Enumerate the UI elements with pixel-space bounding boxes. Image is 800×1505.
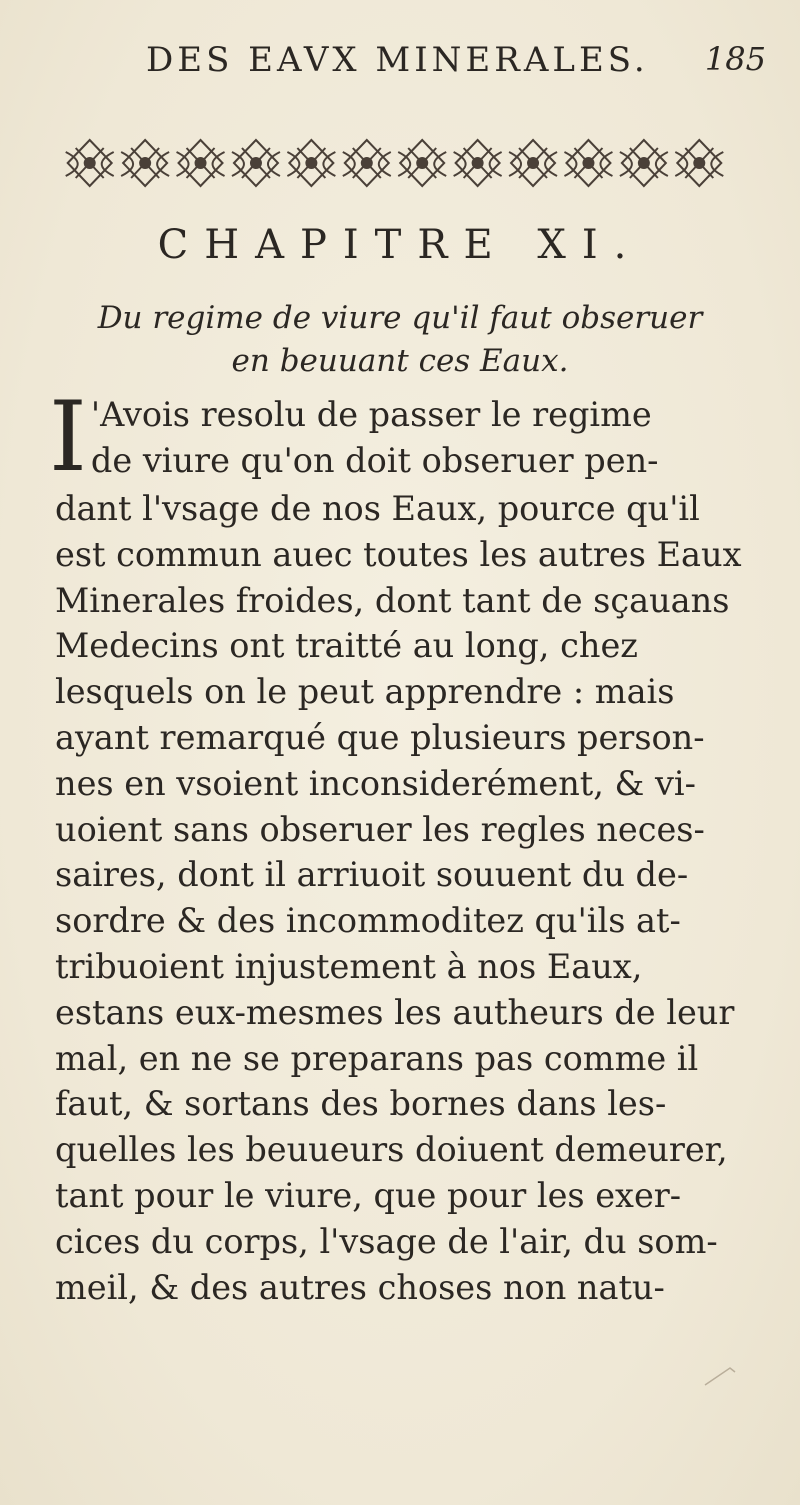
text-line: de viure qu'on doit obseruer pen- [90,440,659,480]
ornament-motif [398,140,446,186]
ornament-motif [509,140,557,186]
page-number: 185 [704,40,766,78]
text-line: dant l'vsage de nos Eaux, pource qu'il [55,489,700,528]
ornament-motif [343,140,391,186]
chapter-title: CHAPITRE XI. [157,222,643,268]
running-header [146,40,766,90]
text-line: uoient sans obseruer les regles neces- [55,809,705,849]
text-line: saires, dont il arriuoit souuent du de- [55,855,689,895]
ornament-motif [177,140,225,186]
ornament-motif [675,140,723,186]
ornament-motif [564,140,612,186]
body-text [49,381,742,1310]
text-line: mal, en ne se preparans pas comme il [55,1038,699,1078]
chapter-subtitle-line-2: en beuuant ces Eaux. [231,343,569,379]
ornament-motif [287,140,335,186]
ink-smudge-mark [700,1360,740,1390]
printer-ornament-icon [62,132,727,194]
text-line: lesquels on le peut apprendre : mais [55,672,675,712]
chapter-subtitle-line-1: Du regime de viure qu'il faut obseruer [97,300,703,336]
text-line: cices du corps, l'vsage de l'air, du som- [55,1221,718,1261]
text-line: sordre & des incommoditez qu'ils at- [55,901,681,941]
text-line: nes en vsoient inconsiderément, & vi- [55,763,696,803]
ornament-motif [121,140,169,186]
ornament-motif [454,140,502,186]
text-line: 'Avois resolu de passer le regime [90,395,652,434]
text-line: tribuoient injustement à nos Eaux, [55,946,643,986]
ornament-motif [232,140,280,186]
running-title: DES EAVX MINERALES. [146,40,649,80]
text-line: Minerales froides, dont tant de sçauans [55,580,730,620]
text-line: ayant remarqué que plusieurs person- [55,717,705,757]
text-line: quelles les beuueurs doiuent demeurer, [55,1130,728,1170]
text-line: meil, & des autres choses non natu- [55,1267,665,1307]
text-line: faut, & sortans des bornes dans les- [55,1084,667,1124]
drop-cap: I [49,381,87,493]
ornament-motif [66,140,114,186]
ornament-motif [620,140,668,186]
text-line: estans eux-mesmes les autheurs de leur [55,992,735,1032]
text-line: est commun auec toutes les autres Eaux [55,534,742,574]
text-line: tant pour le viure, que pour les exer- [55,1175,682,1215]
text-line: Medecins ont traitté au long, chez [55,626,638,666]
